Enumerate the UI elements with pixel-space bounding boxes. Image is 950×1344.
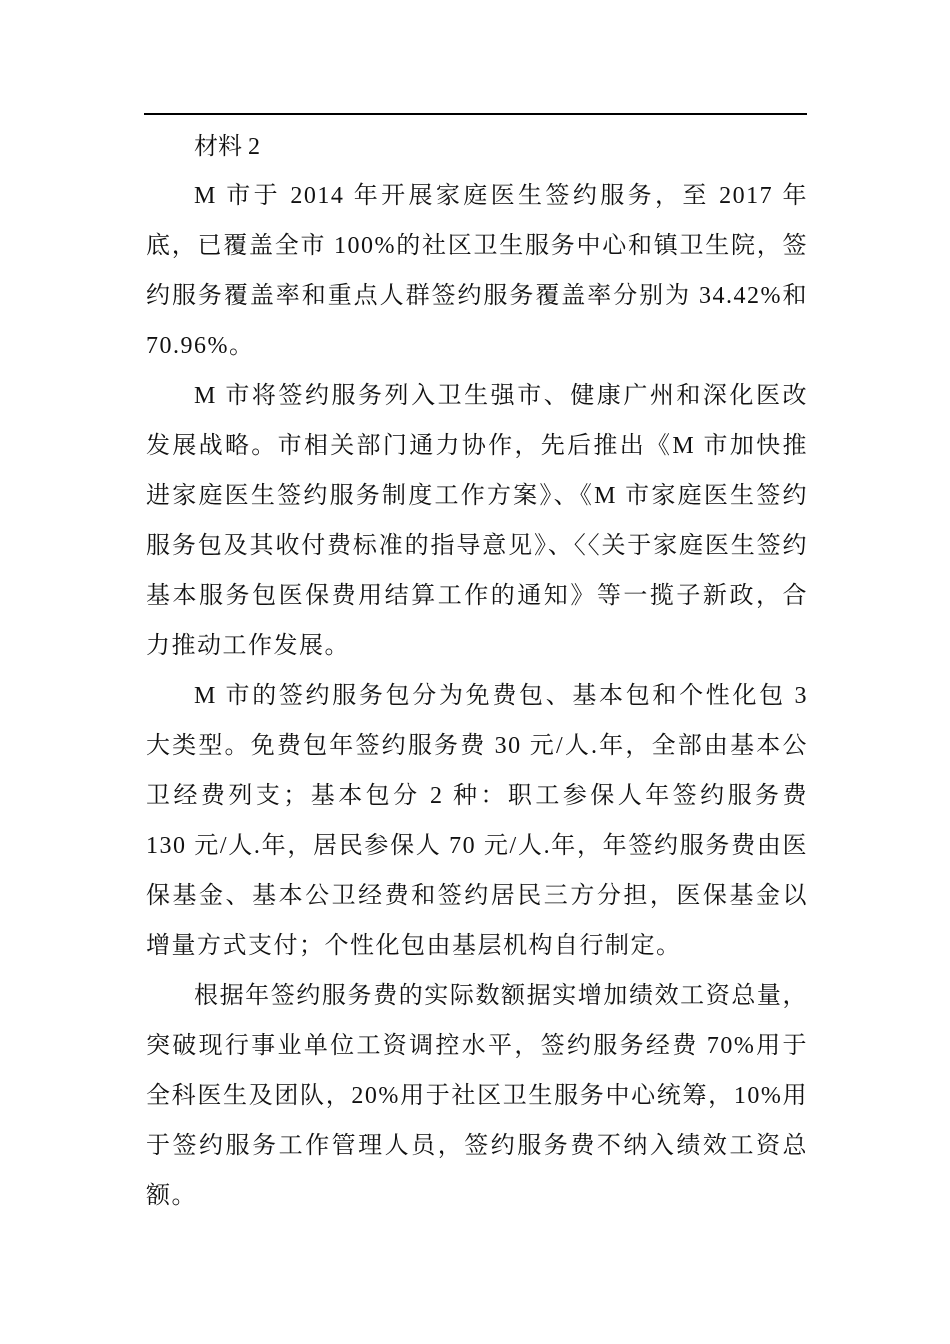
section-heading: 材料 2 [194, 134, 260, 160]
header-rule [144, 113, 807, 115]
paragraph-2: M 市将签约服务列入卫生强市、健康广州和深化医改发展战略。市相关部门通力协作，先后推出《M 市加快推进家庭医生签约服务制度工作方案》、《M 市家庭医生签约服务包及其收付费标准的指导意见》、〈〈关于家庭医生签约基本服务包医保费用结算工作的通知》等一揽子新政，合力推动工作发展。 [146, 383, 808, 659]
paragraph-1: M 市于 2014 年开展家庭医生签约服务，至 2017 年底，已覆盖全市 100%的社区卫生服务中心和镇卫生院，签约服务覆盖率和重点人群签约服务覆盖率分别为 34.42%和 70.96%。 [146, 183, 808, 359]
paragraph-3: M 市的签约服务包分为免费包、基本包和个性化包 3 大类型。免费包年签约服务费 30 元/人.年，全部由基本公卫经费列支；基本包分 2 种：职工参保人年签约服务费 130 元/人.年，居民参保人 70 元/人.年，年签约服务费由医保基金、基本公卫经费和签约居民三方分担，医保基金以增量方式支付；个性化包由基层机构自行制定。 [146, 683, 808, 959]
document-body [146, 127, 808, 1221]
paragraph-4: 根据年签约服务费的实际数额据实增加绩效工资总量，突破现行事业单位工资调控水平，签约服务经费 70%用于全科医生及团队，20%用于社区卫生服务中心统筹，10%用于签约服务工作管理人员，签约服务费不纳入绩效工资总额。 [146, 983, 808, 1209]
